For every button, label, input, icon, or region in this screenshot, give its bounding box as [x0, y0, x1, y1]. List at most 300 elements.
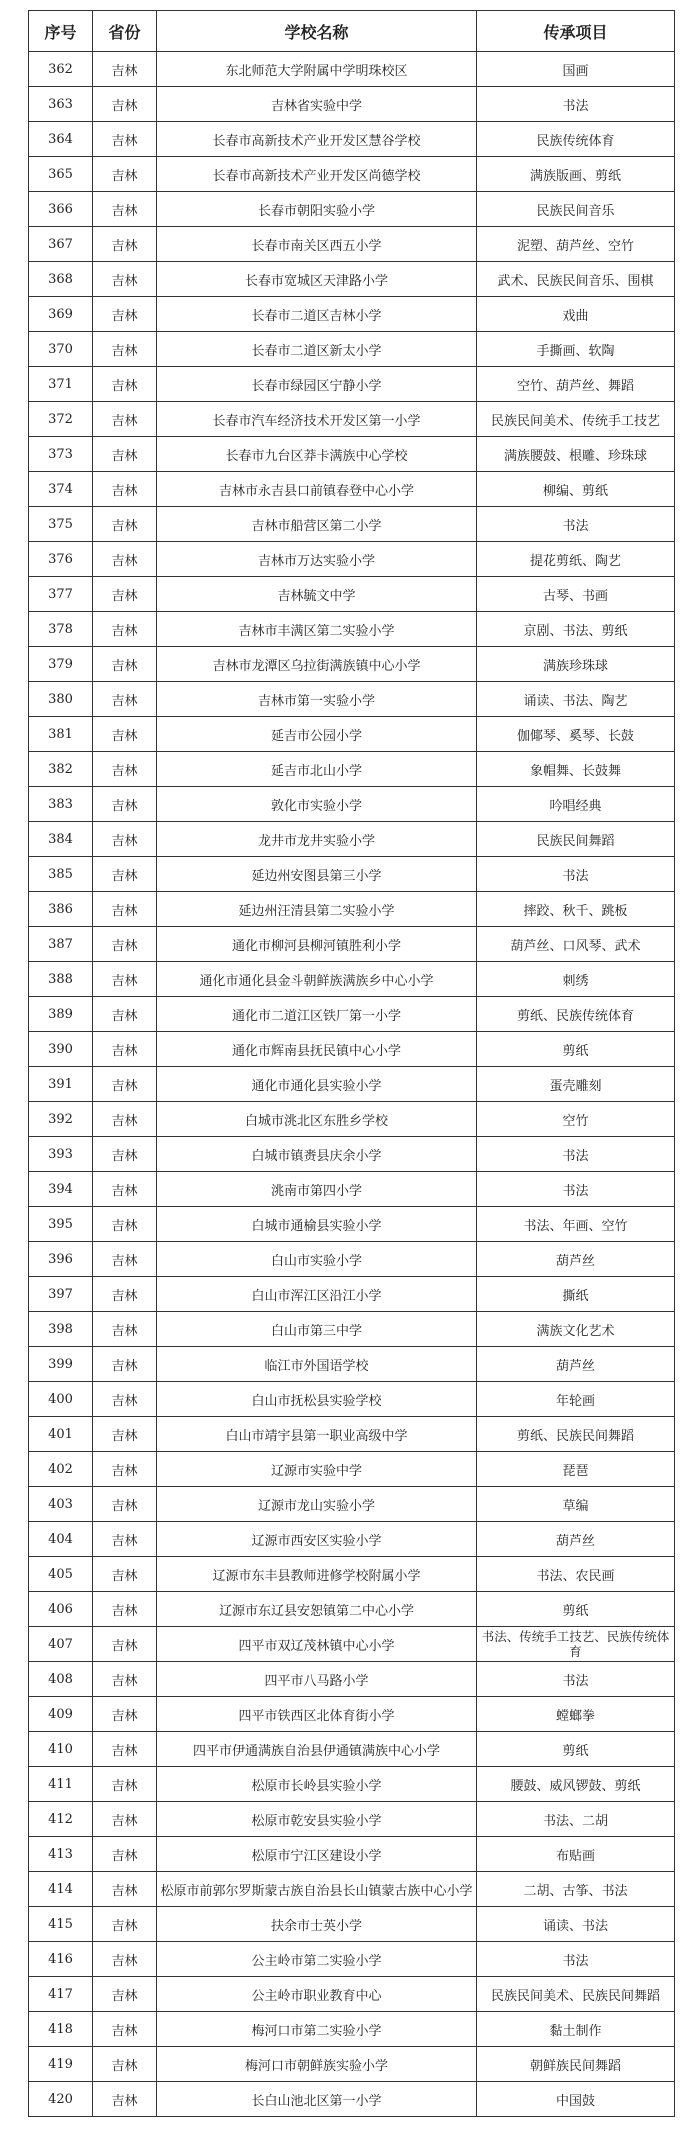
row-school-name: 扶余市士英小学 [157, 1907, 477, 1942]
row-province: 吉林 [93, 1802, 157, 1837]
row-index: 410 [29, 1732, 93, 1767]
row-index: 398 [29, 1312, 93, 1347]
row-heritage-project: 民族民间美术、传统手工技艺 [477, 402, 675, 437]
row-index: 387 [29, 927, 93, 962]
row-heritage-project: 提花剪纸、陶艺 [477, 542, 675, 577]
row-index: 393 [29, 1137, 93, 1172]
table-row [29, 122, 675, 157]
row-province: 吉林 [93, 2012, 157, 2047]
row-index: 386 [29, 892, 93, 927]
row-province: 吉林 [93, 1452, 157, 1487]
row-school-name: 洮南市第四小学 [157, 1172, 477, 1207]
table-body [29, 52, 675, 2117]
row-index: 397 [29, 1277, 93, 1312]
row-province: 吉林 [93, 1767, 157, 1802]
row-school-name: 吉林市第一实验小学 [157, 682, 477, 717]
row-province: 吉林 [93, 717, 157, 752]
row-index: 419 [29, 2047, 93, 2082]
row-school-name: 白山市浑江区沿江小学 [157, 1277, 477, 1312]
row-index: 415 [29, 1907, 93, 1942]
row-school-name: 通化市辉南县抚民镇中心小学 [157, 1032, 477, 1067]
row-province: 吉林 [93, 1907, 157, 1942]
row-province: 吉林 [93, 2047, 157, 2082]
row-heritage-project: 书法 [477, 507, 675, 542]
row-province: 吉林 [93, 1557, 157, 1592]
table-row [29, 1242, 675, 1277]
table-row [29, 682, 675, 717]
row-school-name: 延边州安图县第三小学 [157, 857, 477, 892]
row-index: 362 [29, 52, 93, 87]
row-index: 374 [29, 472, 93, 507]
row-province: 吉林 [93, 577, 157, 612]
row-heritage-project: 诵读、书法、陶艺 [477, 682, 675, 717]
table-row [29, 542, 675, 577]
row-school-name: 吉林市丰满区第二实验小学 [157, 612, 477, 647]
row-index: 373 [29, 437, 93, 472]
row-index: 400 [29, 1382, 93, 1417]
row-province: 吉林 [93, 822, 157, 857]
row-school-name: 四平市双辽茂林镇中心小学 [157, 1627, 477, 1662]
row-school-name: 长春市汽车经济技术开发区第一小学 [157, 402, 477, 437]
table-row [29, 2082, 675, 2117]
row-heritage-project: 满族版画、剪纸 [477, 157, 675, 192]
row-province: 吉林 [93, 1032, 157, 1067]
row-index: 392 [29, 1102, 93, 1137]
row-index: 391 [29, 1067, 93, 1102]
row-school-name: 通化市二道江区铁厂第一小学 [157, 997, 477, 1032]
row-school-name: 公主岭市职业教育中心 [157, 1977, 477, 2012]
table-row [29, 332, 675, 367]
row-province: 吉林 [93, 1942, 157, 1977]
row-heritage-project: 黏土制作 [477, 2012, 675, 2047]
row-school-name: 白城市镇赉县庆余小学 [157, 1137, 477, 1172]
row-school-name: 四平市八马路小学 [157, 1662, 477, 1697]
row-heritage-project: 民族传统体育 [477, 122, 675, 157]
row-province: 吉林 [93, 332, 157, 367]
table-row [29, 87, 675, 122]
row-school-name: 延边州汪清县第二实验小学 [157, 892, 477, 927]
row-heritage-project: 空竹 [477, 1102, 675, 1137]
row-school-name: 松原市前郭尔罗斯蒙古族自治县长山镇蒙古族中心小学 [157, 1872, 477, 1907]
row-school-name: 通化市柳河县柳河镇胜利小学 [157, 927, 477, 962]
row-school-name: 通化市通化县实验小学 [157, 1067, 477, 1102]
row-school-name: 辽源市实验中学 [157, 1452, 477, 1487]
row-heritage-project: 武术、民族民间音乐、围棋 [477, 262, 675, 297]
header-province: 省份 [93, 11, 157, 52]
row-heritage-project: 剪纸 [477, 1592, 675, 1627]
row-heritage-project: 撕纸 [477, 1277, 675, 1312]
table-row [29, 1802, 675, 1837]
row-index: 370 [29, 332, 93, 367]
table-row [29, 1522, 675, 1557]
table-row [29, 507, 675, 542]
row-heritage-project: 布贴画 [477, 1837, 675, 1872]
row-school-name: 延吉市公园小学 [157, 717, 477, 752]
row-index: 375 [29, 507, 93, 542]
table-row [29, 1347, 675, 1382]
row-province: 吉林 [93, 122, 157, 157]
row-heritage-project: 象帽舞、长鼓舞 [477, 752, 675, 787]
row-school-name: 龙井市龙井实验小学 [157, 822, 477, 857]
table-row [29, 1627, 675, 1662]
row-province: 吉林 [93, 367, 157, 402]
row-school-name: 吉林省实验中学 [157, 87, 477, 122]
table-row [29, 1942, 675, 1977]
row-index: 413 [29, 1837, 93, 1872]
row-index: 409 [29, 1697, 93, 1732]
row-province: 吉林 [93, 1312, 157, 1347]
row-index: 404 [29, 1522, 93, 1557]
row-index: 390 [29, 1032, 93, 1067]
row-index: 383 [29, 787, 93, 822]
row-heritage-project: 书法 [477, 87, 675, 122]
row-heritage-project: 葫芦丝 [477, 1242, 675, 1277]
row-index: 399 [29, 1347, 93, 1382]
row-school-name: 敦化市实验小学 [157, 787, 477, 822]
table-row [29, 297, 675, 332]
row-heritage-project: 剪纸、民族传统体育 [477, 997, 675, 1032]
table-row [29, 1382, 675, 1417]
row-school-name: 公主岭市第二实验小学 [157, 1942, 477, 1977]
row-heritage-project: 葫芦丝 [477, 1347, 675, 1382]
row-school-name: 松原市宁江区建设小学 [157, 1837, 477, 1872]
row-heritage-project: 葫芦丝、口风琴、武术 [477, 927, 675, 962]
table-row [29, 717, 675, 752]
row-index: 403 [29, 1487, 93, 1522]
row-heritage-project: 满族珍珠球 [477, 647, 675, 682]
table-row [29, 472, 675, 507]
row-heritage-project: 泥塑、葫芦丝、空竹 [477, 227, 675, 262]
row-heritage-project: 蛋壳雕刻 [477, 1067, 675, 1102]
row-index: 396 [29, 1242, 93, 1277]
row-province: 吉林 [93, 1242, 157, 1277]
table-row [29, 892, 675, 927]
row-province: 吉林 [93, 787, 157, 822]
row-province: 吉林 [93, 1137, 157, 1172]
row-school-name: 延吉市北山小学 [157, 752, 477, 787]
table-row [29, 822, 675, 857]
row-province: 吉林 [93, 542, 157, 577]
row-school-name: 长白山池北区第一小学 [157, 2082, 477, 2117]
row-index: 401 [29, 1417, 93, 1452]
row-province: 吉林 [93, 1522, 157, 1557]
table-row [29, 1907, 675, 1942]
row-province: 吉林 [93, 1732, 157, 1767]
row-index: 363 [29, 87, 93, 122]
row-index: 384 [29, 822, 93, 857]
table-row [29, 1872, 675, 1907]
row-heritage-project: 书法、农民画 [477, 1557, 675, 1592]
row-index: 382 [29, 752, 93, 787]
table-row [29, 1697, 675, 1732]
row-school-name: 白山市第三中学 [157, 1312, 477, 1347]
table-row [29, 1102, 675, 1137]
row-school-name: 东北师范大学附属中学明珠校区 [157, 52, 477, 87]
row-school-name: 辽源市龙山实验小学 [157, 1487, 477, 1522]
row-school-name: 辽源市东辽县安恕镇第二中心小学 [157, 1592, 477, 1627]
row-school-name: 白城市洮北区东胜乡学校 [157, 1102, 477, 1137]
row-heritage-project: 剪纸 [477, 1032, 675, 1067]
row-index: 405 [29, 1557, 93, 1592]
row-index: 377 [29, 577, 93, 612]
row-province: 吉林 [93, 1347, 157, 1382]
table-row [29, 857, 675, 892]
table-row [29, 262, 675, 297]
row-province: 吉林 [93, 1277, 157, 1312]
row-province: 吉林 [93, 262, 157, 297]
row-heritage-project: 琵琶 [477, 1452, 675, 1487]
row-school-name: 辽源市西安区实验小学 [157, 1522, 477, 1557]
row-heritage-project: 中国鼓 [477, 2082, 675, 2117]
row-province: 吉林 [93, 1872, 157, 1907]
row-province: 吉林 [93, 892, 157, 927]
table-row [29, 437, 675, 472]
row-heritage-project: 戏曲 [477, 297, 675, 332]
table-row [29, 1032, 675, 1067]
row-index: 411 [29, 1767, 93, 1802]
row-index: 372 [29, 402, 93, 437]
table-row [29, 1277, 675, 1312]
table-row [29, 1207, 675, 1242]
row-province: 吉林 [93, 1172, 157, 1207]
row-province: 吉林 [93, 1977, 157, 2012]
school-table [28, 10, 675, 2117]
row-school-name: 白山市靖宇县第一职业高级中学 [157, 1417, 477, 1452]
row-heritage-project: 手撕画、软陶 [477, 332, 675, 367]
table-row [29, 1172, 675, 1207]
table-row [29, 402, 675, 437]
row-index: 380 [29, 682, 93, 717]
row-province: 吉林 [93, 227, 157, 262]
row-index: 395 [29, 1207, 93, 1242]
row-heritage-project: 书法 [477, 1172, 675, 1207]
row-province: 吉林 [93, 472, 157, 507]
row-heritage-project: 吟唱经典 [477, 787, 675, 822]
row-school-name: 长春市高新技术产业开发区慧谷学校 [157, 122, 477, 157]
row-school-name: 白城市通榆县实验小学 [157, 1207, 477, 1242]
row-province: 吉林 [93, 1697, 157, 1732]
row-province: 吉林 [93, 157, 157, 192]
row-index: 406 [29, 1592, 93, 1627]
row-school-name: 辽源市东丰县教师进修学校附属小学 [157, 1557, 477, 1592]
table-row [29, 1767, 675, 1802]
row-index: 365 [29, 157, 93, 192]
row-province: 吉林 [93, 1592, 157, 1627]
row-school-name: 吉林市永吉县口前镇春登中心小学 [157, 472, 477, 507]
table-row [29, 1312, 675, 1347]
table-row [29, 157, 675, 192]
row-heritage-project: 柳编、剪纸 [477, 472, 675, 507]
table-row [29, 367, 675, 402]
row-school-name: 吉林市万达实验小学 [157, 542, 477, 577]
row-province: 吉林 [93, 1417, 157, 1452]
table-header-row [29, 11, 675, 52]
row-province: 吉林 [93, 962, 157, 997]
table-row [29, 927, 675, 962]
row-province: 吉林 [93, 752, 157, 787]
row-school-name: 四平市伊通满族自治县伊通镇满族中心小学 [157, 1732, 477, 1767]
row-index: 371 [29, 367, 93, 402]
row-school-name: 吉林毓文中学 [157, 577, 477, 612]
row-index: 389 [29, 997, 93, 1032]
row-school-name: 通化市通化县金斗朝鲜族满族乡中心小学 [157, 962, 477, 997]
row-heritage-project: 民族民间舞蹈 [477, 822, 675, 857]
table-row [29, 577, 675, 612]
table-row [29, 227, 675, 262]
table-row [29, 1977, 675, 2012]
table-row [29, 752, 675, 787]
row-heritage-project: 二胡、古筝、书法 [477, 1872, 675, 1907]
table-row [29, 1837, 675, 1872]
row-school-name: 长春市绿园区宁静小学 [157, 367, 477, 402]
row-index: 366 [29, 192, 93, 227]
row-index: 402 [29, 1452, 93, 1487]
row-index: 376 [29, 542, 93, 577]
table-row [29, 1137, 675, 1172]
row-heritage-project: 刺绣 [477, 962, 675, 997]
row-province: 吉林 [93, 997, 157, 1032]
row-index: 412 [29, 1802, 93, 1837]
row-province: 吉林 [93, 1627, 157, 1662]
row-heritage-project: 螳螂拳 [477, 1697, 675, 1732]
row-school-name: 长春市高新技术产业开发区尚德学校 [157, 157, 477, 192]
row-province: 吉林 [93, 647, 157, 682]
row-province: 吉林 [93, 437, 157, 472]
header-heritage-project: 传承项目 [477, 11, 675, 52]
table-row [29, 1557, 675, 1592]
row-index: 418 [29, 2012, 93, 2047]
row-province: 吉林 [93, 1487, 157, 1522]
table-row [29, 647, 675, 682]
row-province: 吉林 [93, 87, 157, 122]
row-province: 吉林 [93, 297, 157, 332]
table-row [29, 997, 675, 1032]
table-row [29, 1452, 675, 1487]
row-index: 379 [29, 647, 93, 682]
row-heritage-project: 腰鼓、威风锣鼓、剪纸 [477, 1767, 675, 1802]
row-province: 吉林 [93, 1067, 157, 1102]
row-school-name: 吉林市船营区第二小学 [157, 507, 477, 542]
row-heritage-project: 书法、二胡 [477, 1802, 675, 1837]
row-heritage-project: 诵读、书法 [477, 1907, 675, 1942]
row-school-name: 松原市长岭县实验小学 [157, 1767, 477, 1802]
row-heritage-project: 空竹、葫芦丝、舞蹈 [477, 367, 675, 402]
row-school-name: 白山市实验小学 [157, 1242, 477, 1277]
table-row [29, 1067, 675, 1102]
row-school-name: 白山市抚松县实验学校 [157, 1382, 477, 1417]
row-province: 吉林 [93, 682, 157, 717]
row-school-name: 长春市南关区西五小学 [157, 227, 477, 262]
row-heritage-project: 剪纸 [477, 1732, 675, 1767]
row-heritage-project: 京剧、书法、剪纸 [477, 612, 675, 647]
row-index: 417 [29, 1977, 93, 2012]
row-index: 416 [29, 1942, 93, 1977]
row-province: 吉林 [93, 1102, 157, 1137]
header-school-name: 学校名称 [157, 11, 477, 52]
row-school-name: 长春市宽城区天津路小学 [157, 262, 477, 297]
row-heritage-project: 民族民间音乐 [477, 192, 675, 227]
row-province: 吉林 [93, 1837, 157, 1872]
table-row [29, 787, 675, 822]
row-province: 吉林 [93, 1382, 157, 1417]
row-heritage-project: 草编 [477, 1487, 675, 1522]
table-row [29, 2047, 675, 2082]
table-row [29, 612, 675, 647]
table-row [29, 1417, 675, 1452]
table-row [29, 1487, 675, 1522]
row-heritage-project: 书法 [477, 1942, 675, 1977]
row-province: 吉林 [93, 192, 157, 227]
row-index: 414 [29, 1872, 93, 1907]
row-province: 吉林 [93, 507, 157, 542]
row-heritage-project: 满族腰鼓、根雕、珍珠球 [477, 437, 675, 472]
row-school-name: 梅河口市第二实验小学 [157, 2012, 477, 2047]
row-province: 吉林 [93, 857, 157, 892]
row-index: 378 [29, 612, 93, 647]
school-list-document [28, 10, 674, 2117]
row-heritage-project: 朝鲜族民间舞蹈 [477, 2047, 675, 2082]
header-index: 序号 [29, 11, 93, 52]
row-school-name: 临江市外国语学校 [157, 1347, 477, 1382]
row-province: 吉林 [93, 2082, 157, 2117]
table-row [29, 52, 675, 87]
row-province: 吉林 [93, 612, 157, 647]
row-school-name: 梅河口市朝鲜族实验小学 [157, 2047, 477, 2082]
row-index: 364 [29, 122, 93, 157]
row-heritage-project: 满族文化艺术 [477, 1312, 675, 1347]
row-province: 吉林 [93, 52, 157, 87]
row-index: 367 [29, 227, 93, 262]
row-heritage-project: 葫芦丝 [477, 1522, 675, 1557]
row-heritage-project: 书法 [477, 1137, 675, 1172]
row-heritage-project: 年轮画 [477, 1382, 675, 1417]
row-heritage-project: 剪纸、民族民间舞蹈 [477, 1417, 675, 1452]
row-province: 吉林 [93, 1207, 157, 1242]
row-heritage-project: 书法、传统手工技艺、民族传统体育 [477, 1627, 675, 1662]
row-index: 408 [29, 1662, 93, 1697]
row-heritage-project: 国画 [477, 52, 675, 87]
row-school-name: 四平市铁西区北体育街小学 [157, 1697, 477, 1732]
row-school-name: 吉林市龙潭区乌拉街满族镇中心小学 [157, 647, 477, 682]
row-heritage-project: 书法、年画、空竹 [477, 1207, 675, 1242]
table-row [29, 1592, 675, 1627]
row-index: 394 [29, 1172, 93, 1207]
row-province: 吉林 [93, 1662, 157, 1697]
row-province: 吉林 [93, 927, 157, 962]
row-school-name: 长春市二道区吉林小学 [157, 297, 477, 332]
row-school-name: 长春市九台区莽卡满族中心学校 [157, 437, 477, 472]
row-index: 388 [29, 962, 93, 997]
row-index: 369 [29, 297, 93, 332]
table-row [29, 192, 675, 227]
row-heritage-project: 书法 [477, 1662, 675, 1697]
row-province: 吉林 [93, 402, 157, 437]
table-row [29, 962, 675, 997]
row-index: 385 [29, 857, 93, 892]
row-index: 407 [29, 1627, 93, 1662]
row-heritage-project: 书法 [477, 857, 675, 892]
row-index: 420 [29, 2082, 93, 2117]
row-heritage-project: 古琴、书画 [477, 577, 675, 612]
row-heritage-project: 摔跤、秋千、跳板 [477, 892, 675, 927]
row-index: 381 [29, 717, 93, 752]
row-heritage-project: 伽倻琴、奚琴、长鼓 [477, 717, 675, 752]
row-school-name: 长春市二道区新太小学 [157, 332, 477, 367]
row-heritage-project: 民族民间美术、民族民间舞蹈 [477, 1977, 675, 2012]
table-row [29, 1662, 675, 1697]
row-index: 368 [29, 262, 93, 297]
row-school-name: 长春市朝阳实验小学 [157, 192, 477, 227]
